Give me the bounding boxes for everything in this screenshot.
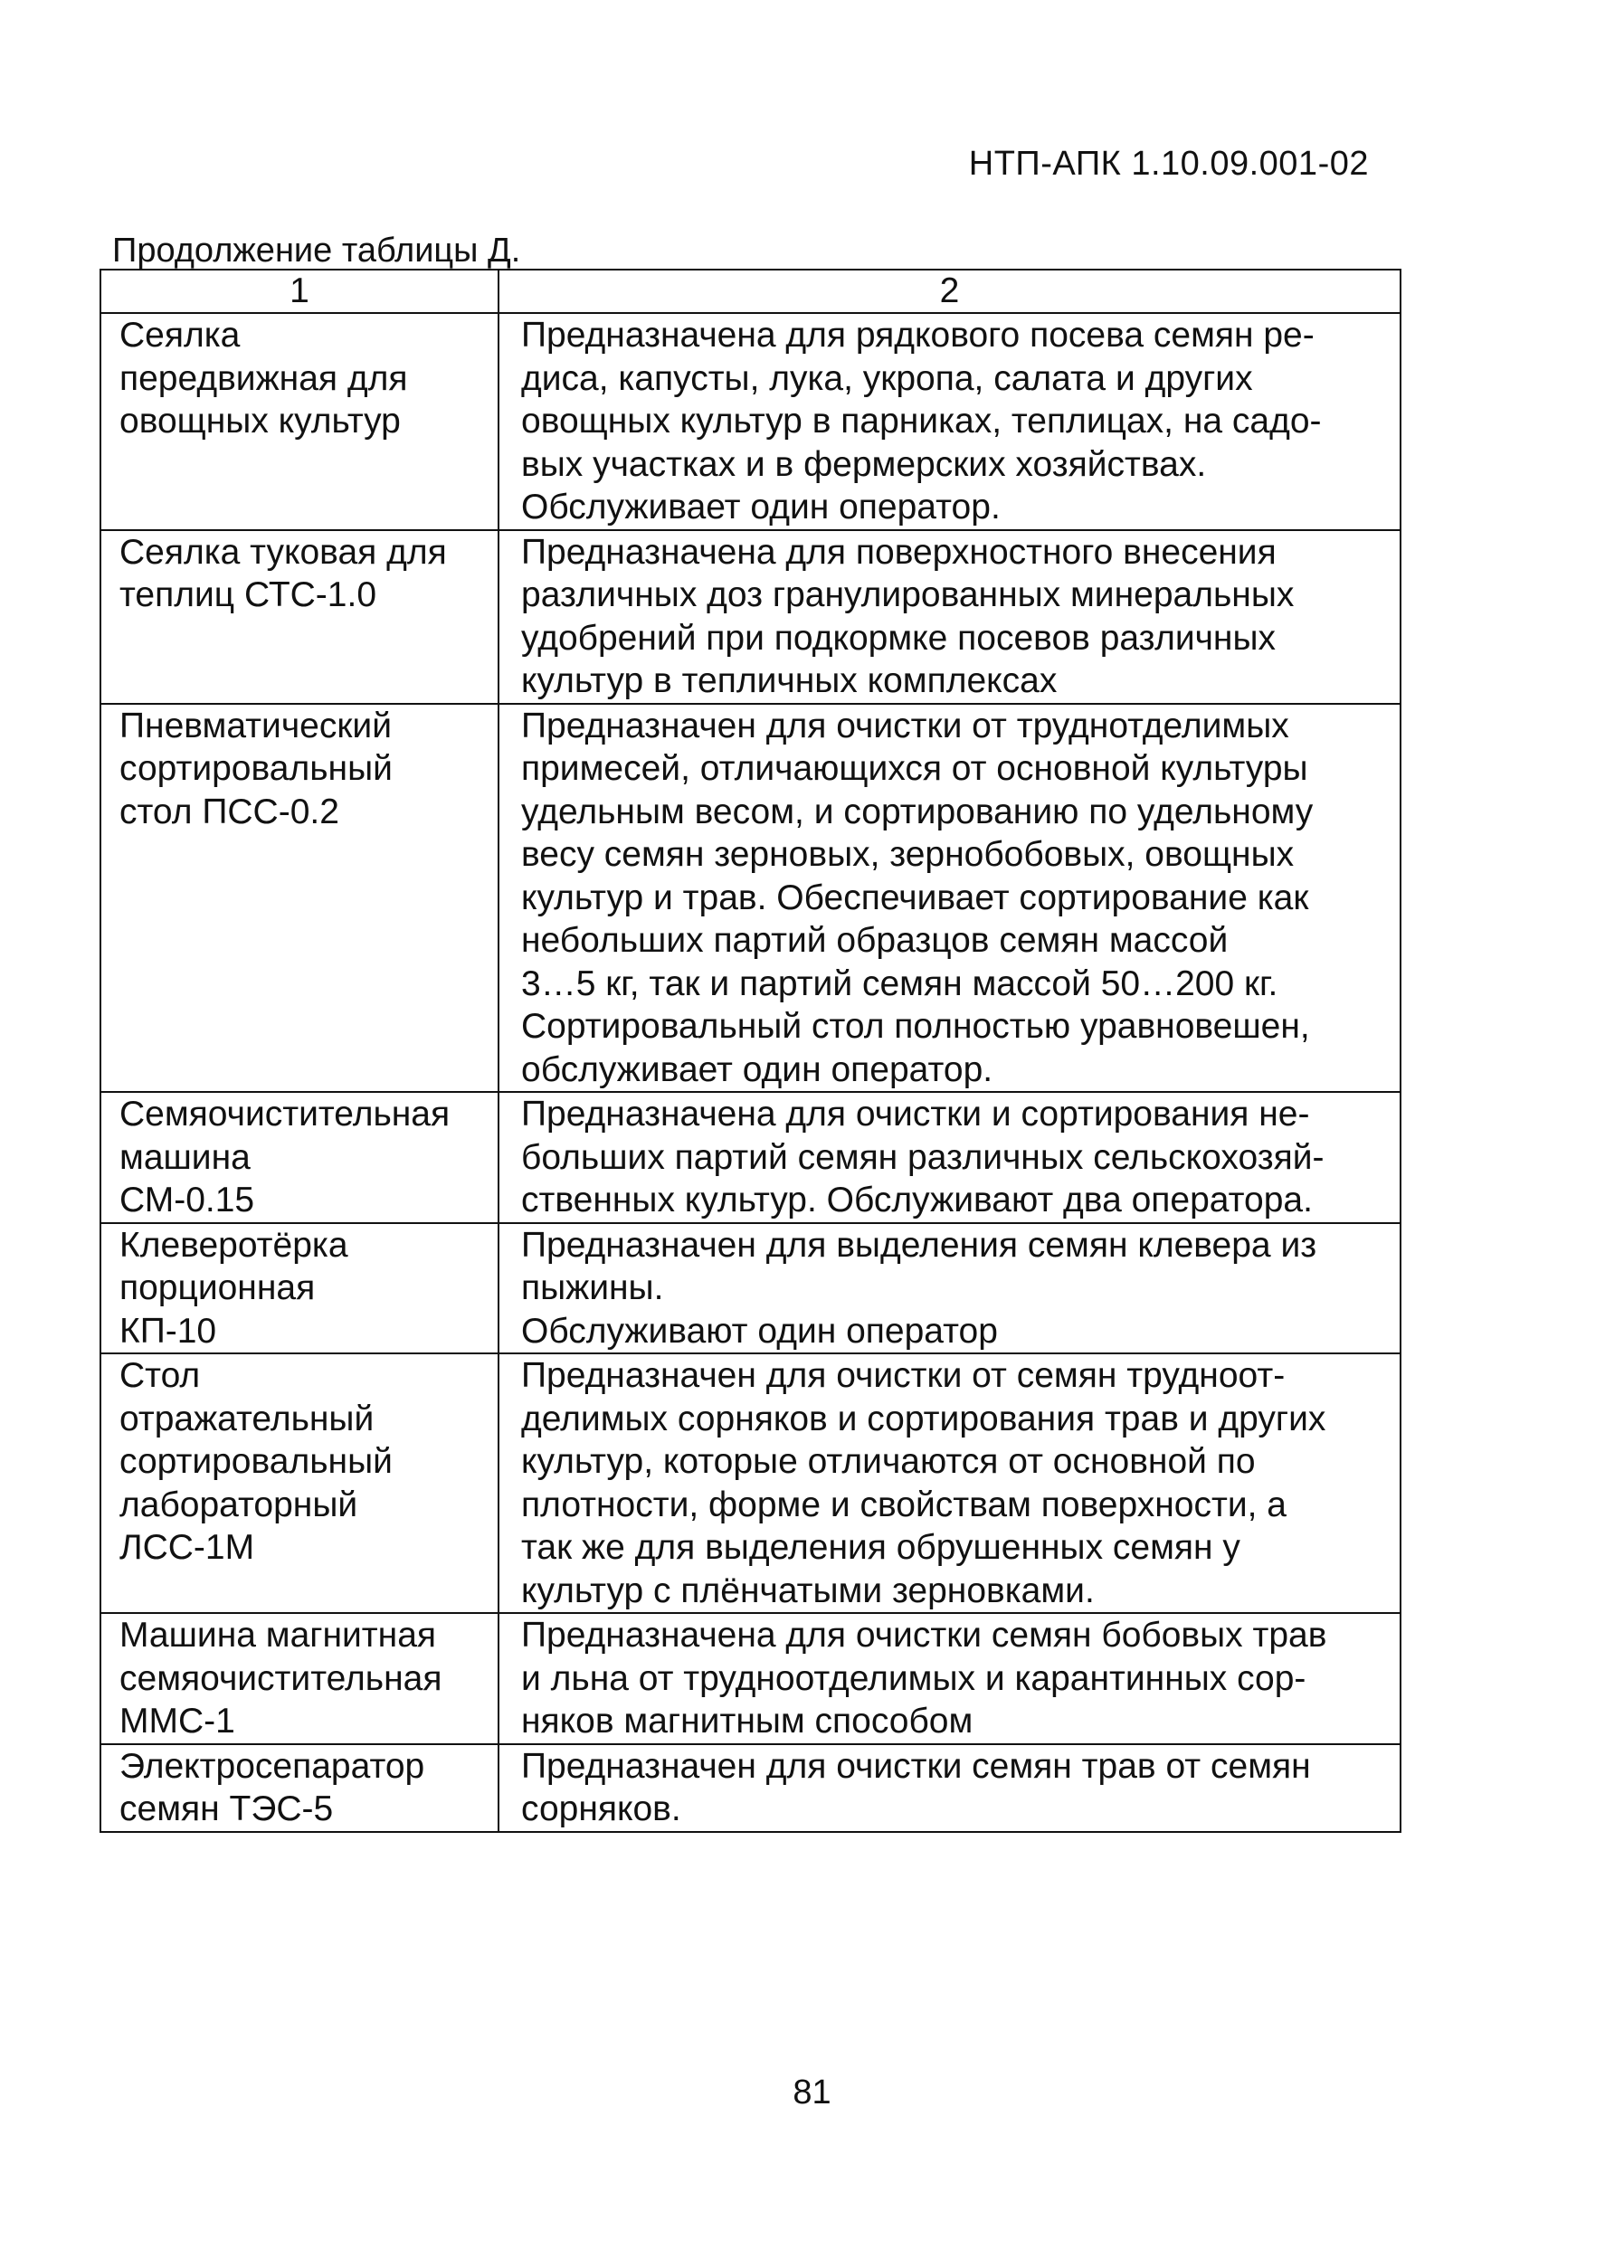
equipment-name-cell <box>100 530 499 704</box>
equipment-description-line: 3…5 кг, так и партий семян массой 50…200 кг. <box>521 963 1278 1003</box>
equipment-description-line: Сортировальный стол полностью уравновешен, <box>521 1007 1310 1046</box>
table-row <box>100 1092 1401 1223</box>
equipment-description-line: удобрений при подкормке посевов различных <box>521 618 1277 658</box>
table-row <box>100 1613 1401 1744</box>
equipment-description-line: пыжины. <box>521 1268 664 1307</box>
equipment-description-line: весу семян зерновых, зернобобовых, овощных <box>521 835 1295 874</box>
equipment-name-cell <box>100 1092 499 1223</box>
equipment-name-cell <box>100 704 499 1093</box>
equipment-description-line: Предназначена для рядкового посева семян ре- <box>521 316 1315 355</box>
equipment-description-line: Предназначен для очистки от труднотделимых <box>521 706 1289 745</box>
equipment-name-line: передвижная для <box>119 358 408 398</box>
equipment-description-line: Обслуживают один оператор <box>521 1311 998 1351</box>
equipment-name-line: Машина магнитная <box>119 1616 437 1655</box>
equipment-name-cell <box>100 1353 499 1613</box>
equipment-description-line: так же для выделения обрушенных семян у <box>521 1528 1240 1567</box>
equipment-description-line: небольших партий образцов семян массой <box>521 921 1229 960</box>
equipment-description-cell <box>499 1613 1401 1744</box>
equipment-name-cell <box>100 1223 499 1354</box>
equipment-name-line: сортировальный <box>119 749 393 788</box>
equipment-name-cell <box>100 313 499 530</box>
table-row <box>100 530 1401 704</box>
equipment-name-line: сортировальный <box>119 1442 393 1481</box>
equipment-name-cell <box>100 1613 499 1744</box>
equipment-description-line: диса, капусты, лука, укропа, салата и других <box>521 358 1253 398</box>
equipment-name-line: семян ТЭС-5 <box>119 1789 334 1828</box>
equipment-description-line: Предназначена для очистки и сортирования не- <box>521 1095 1310 1134</box>
equipment-name-line: семяочистительная <box>119 1658 442 1698</box>
equipment-description-cell <box>499 1744 1401 1832</box>
equipment-description-cell <box>499 1092 1401 1223</box>
table-row <box>100 1744 1401 1832</box>
equipment-name-line: лабораторный <box>119 1485 358 1524</box>
equipment-name-line: отражательный <box>119 1399 375 1438</box>
column-header-2: 2 <box>499 270 1401 313</box>
equipment-description-line: Предназначен для очистки от семян трудноот- <box>521 1356 1286 1395</box>
page-number: 81 <box>793 2073 831 2111</box>
equipment-description-line: больших партий семян различных сельскохозяй- <box>521 1137 1325 1177</box>
equipment-name-line: машина <box>119 1137 251 1177</box>
equipment-description-cell <box>499 1353 1401 1613</box>
equipment-name-line: Электросепаратор <box>119 1746 425 1786</box>
equipment-description-line: примесей, отличающихся от основной культуры <box>521 749 1308 788</box>
equipment-description-line: культур с плёнчатыми зерновками. <box>521 1571 1095 1610</box>
equipment-description-line: различных доз гранулированных минеральных <box>521 575 1295 614</box>
equipment-name-line: Стол <box>119 1356 201 1395</box>
equipment-name-line: Сеялка <box>119 316 241 355</box>
equipment-description-line: ственных культур. Обслуживают два оператора. <box>521 1181 1313 1219</box>
equipment-name-line: теплиц СТС-1.0 <box>119 575 377 614</box>
equipment-name-line: Сеялка туковая для <box>119 532 447 572</box>
equipment-description-cell <box>499 530 1401 704</box>
equipment-description-line: вых участках и в фермерских хозяйствах. <box>521 444 1207 484</box>
equipment-name-line: ММС-1 <box>119 1702 235 1741</box>
equipment-description-line: плотности, форме и свойствам поверхности, а <box>521 1485 1287 1524</box>
equipment-description-cell <box>499 1223 1401 1354</box>
equipment-name-line: ЛСС-1М <box>119 1528 255 1567</box>
equipment-description-line: Предназначен для выделения семян клевера из <box>521 1225 1317 1265</box>
equipment-name-line: Пневматический <box>119 706 392 745</box>
equipment-name-line: Семяочистительная <box>119 1095 451 1134</box>
equipment-description-line: Предназначен для очистки семян трав от семян <box>521 1746 1311 1786</box>
equipment-name-line: стол ПСС-0.2 <box>119 792 339 831</box>
equipment-name-line: Клеверотёрка <box>119 1225 348 1265</box>
equipment-name-line: КП-10 <box>119 1311 217 1351</box>
equipment-name-cell <box>100 1744 499 1832</box>
equipment-description-line: няков магнитным способом <box>521 1702 973 1741</box>
equipment-description-line: культур, которые отличаются от основной по <box>521 1442 1256 1481</box>
document-code: НТП-АПК 1.10.09.001-02 <box>968 145 1369 183</box>
table-caption: Продолжение таблицы Д. <box>112 232 521 270</box>
equipment-description-line: сорняков. <box>521 1789 681 1828</box>
table-header-row <box>100 270 1401 313</box>
equipment-description-line: культур в тепличных комплексах <box>521 661 1058 700</box>
table-row <box>100 704 1401 1093</box>
equipment-description-line: делимых сорняков и сортирования трав и других <box>521 1399 1326 1438</box>
equipment-table <box>100 269 1401 1833</box>
equipment-description-line: культур и трав. Обеспечивает сортирование как <box>521 878 1309 917</box>
equipment-name-line: СМ-0.15 <box>119 1181 255 1219</box>
equipment-name-line: порционная <box>119 1268 316 1307</box>
table-row <box>100 1223 1401 1354</box>
table-row <box>100 1353 1401 1613</box>
equipment-description-line: обслуживает один оператор. <box>521 1049 993 1089</box>
table-row <box>100 313 1401 530</box>
equipment-description-line: удельным весом, и сортированию по удельному <box>521 792 1314 831</box>
equipment-description-cell <box>499 704 1401 1093</box>
equipment-description-line: Обслуживает один оператор. <box>521 488 1001 527</box>
equipment-description-line: Предназначена для поверхностного внесения <box>521 532 1277 572</box>
equipment-description-line: овощных культур в парниках, теплицах, на садо- <box>521 402 1322 441</box>
equipment-description-cell <box>499 313 1401 530</box>
equipment-name-line: овощных культур <box>119 402 401 441</box>
equipment-description-line: Предназначена для очистки семян бобовых трав <box>521 1616 1327 1655</box>
column-header-1: 1 <box>100 270 499 313</box>
equipment-description-line: и льна от трудноотделимых и карантинных сор- <box>521 1658 1306 1698</box>
